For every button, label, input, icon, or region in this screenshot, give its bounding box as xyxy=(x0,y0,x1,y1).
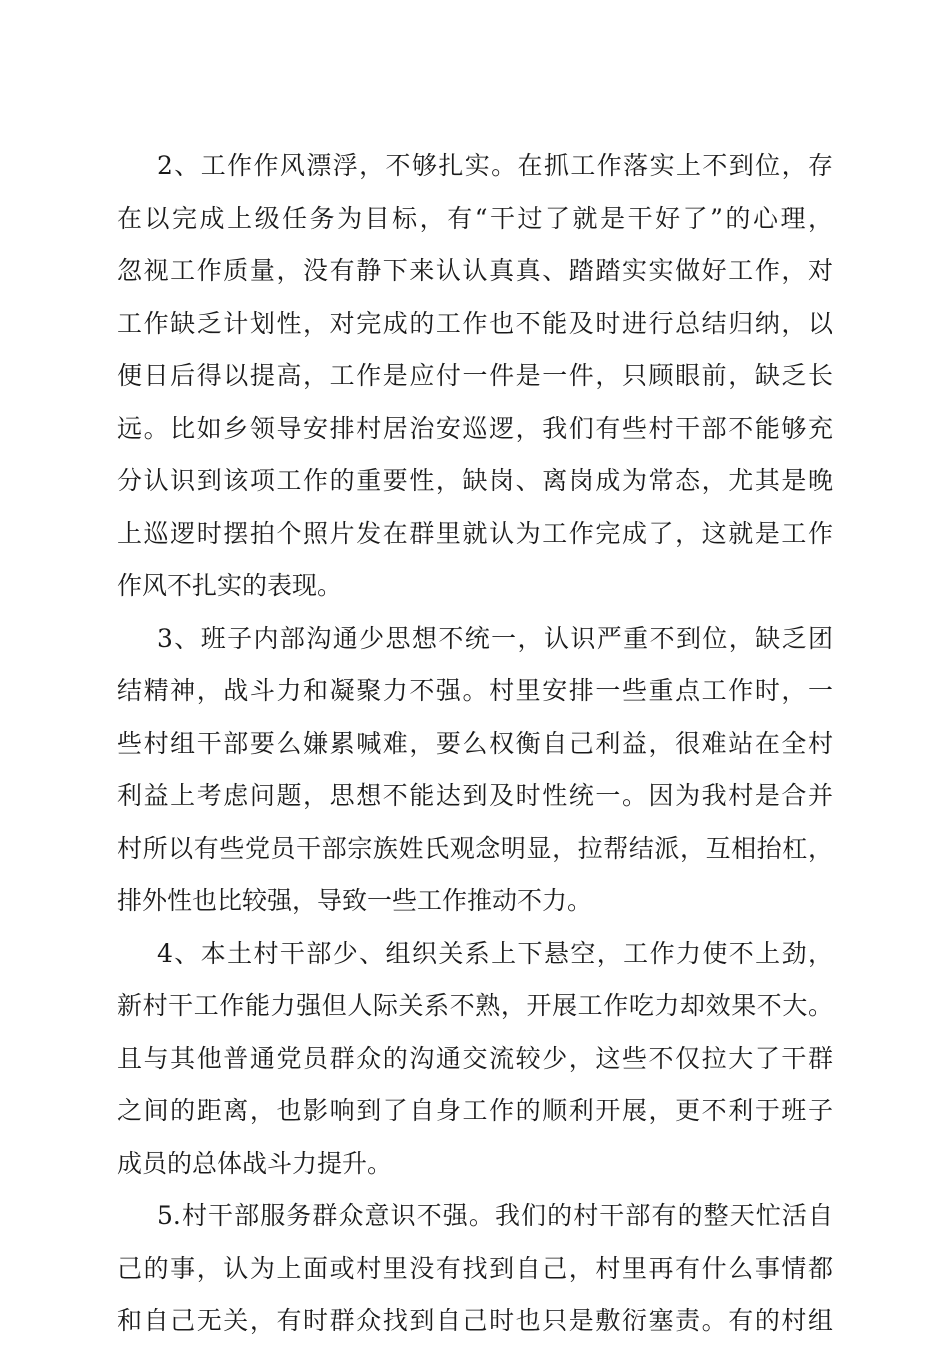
document-body xyxy=(117,140,833,1348)
paragraph-line: 在以完成上级任务为目标，有“干过了就是干好了”的心理， xyxy=(117,203,833,233)
paragraph-line: 2、工作作风漂浮，不够扎实。在抓工作落实上不到位，存 xyxy=(157,151,833,180)
paragraph-line: 成员的总体战斗力提升。 xyxy=(117,1148,393,1178)
paragraph-line: 忽视工作质量，没有静下来认认真真、踏踏实实做好工作，对 xyxy=(117,256,833,285)
paragraph-line: 5.村干部服务群众意识不强。我们的村干部有的整天忙活自 xyxy=(157,1201,833,1230)
paragraph-line: 分认识到该项工作的重要性，缺岗、离岗成为常态，尤其是晚 xyxy=(117,466,833,495)
paragraph-line: 工作缺乏计划性，对完成的工作也不能及时进行总结归纳，以 xyxy=(117,308,833,338)
paragraph-3 xyxy=(117,613,833,928)
paragraph-line: 且与其他普通党员群众的沟通交流较少，这些不仅拉大了干群 xyxy=(117,1043,833,1073)
paragraph-line: 远。比如乡领导安排村居治安巡逻，我们有些村干部不能够充 xyxy=(117,413,833,443)
paragraph-line: 3、班子内部沟通少思想不统一，认识严重不到位，缺乏团 xyxy=(157,623,833,653)
paragraph-line: 些村组干部要么嫌累喊难，要么权衡自己利益，很难站在全村 xyxy=(117,728,833,758)
paragraph-5 xyxy=(117,1190,833,1348)
paragraph-4 xyxy=(117,928,833,1191)
paragraph-line: 便日后得以提高，工作是应付一件是一件，只顾眼前，缺乏长 xyxy=(117,361,833,390)
paragraph-line: 上巡逻时摆拍个照片发在群里就认为工作完成了，这就是工作 xyxy=(117,518,833,548)
paragraph-line: 排外性也比较强，导致一些工作推动不力。 xyxy=(117,886,593,915)
paragraph-line: 利益上考虑问题，思想不能达到及时性统一。因为我村是合并 xyxy=(117,781,833,810)
paragraph-line: 新村干工作能力强但人际关系不熟，开展工作吃力却效果不大。 xyxy=(117,991,833,1020)
paragraph-line: 之间的距离，也影响到了自身工作的顺利开展，更不利于班子 xyxy=(117,1096,833,1125)
paragraph-line: 村所以有些党员干部宗族姓氏观念明显，拉帮结派，互相抬杠， xyxy=(117,833,833,863)
paragraph-2 xyxy=(117,140,833,613)
paragraph-line: 和自己无关，有时群众找到自己时也只是敷衍塞责。有的村组 xyxy=(117,1306,833,1335)
paragraph-line: 作风不扎实的表现。 xyxy=(117,571,343,600)
paragraph-line: 己的事，认为上面或村里没有找到自己，村里再有什么事情都 xyxy=(117,1253,833,1283)
paragraph-line: 4、本土村干部少、组织关系上下悬空，工作力使不上劲， xyxy=(157,938,833,968)
paragraph-line: 结精神，战斗力和凝聚力不强。村里安排一些重点工作时，一 xyxy=(117,676,833,705)
